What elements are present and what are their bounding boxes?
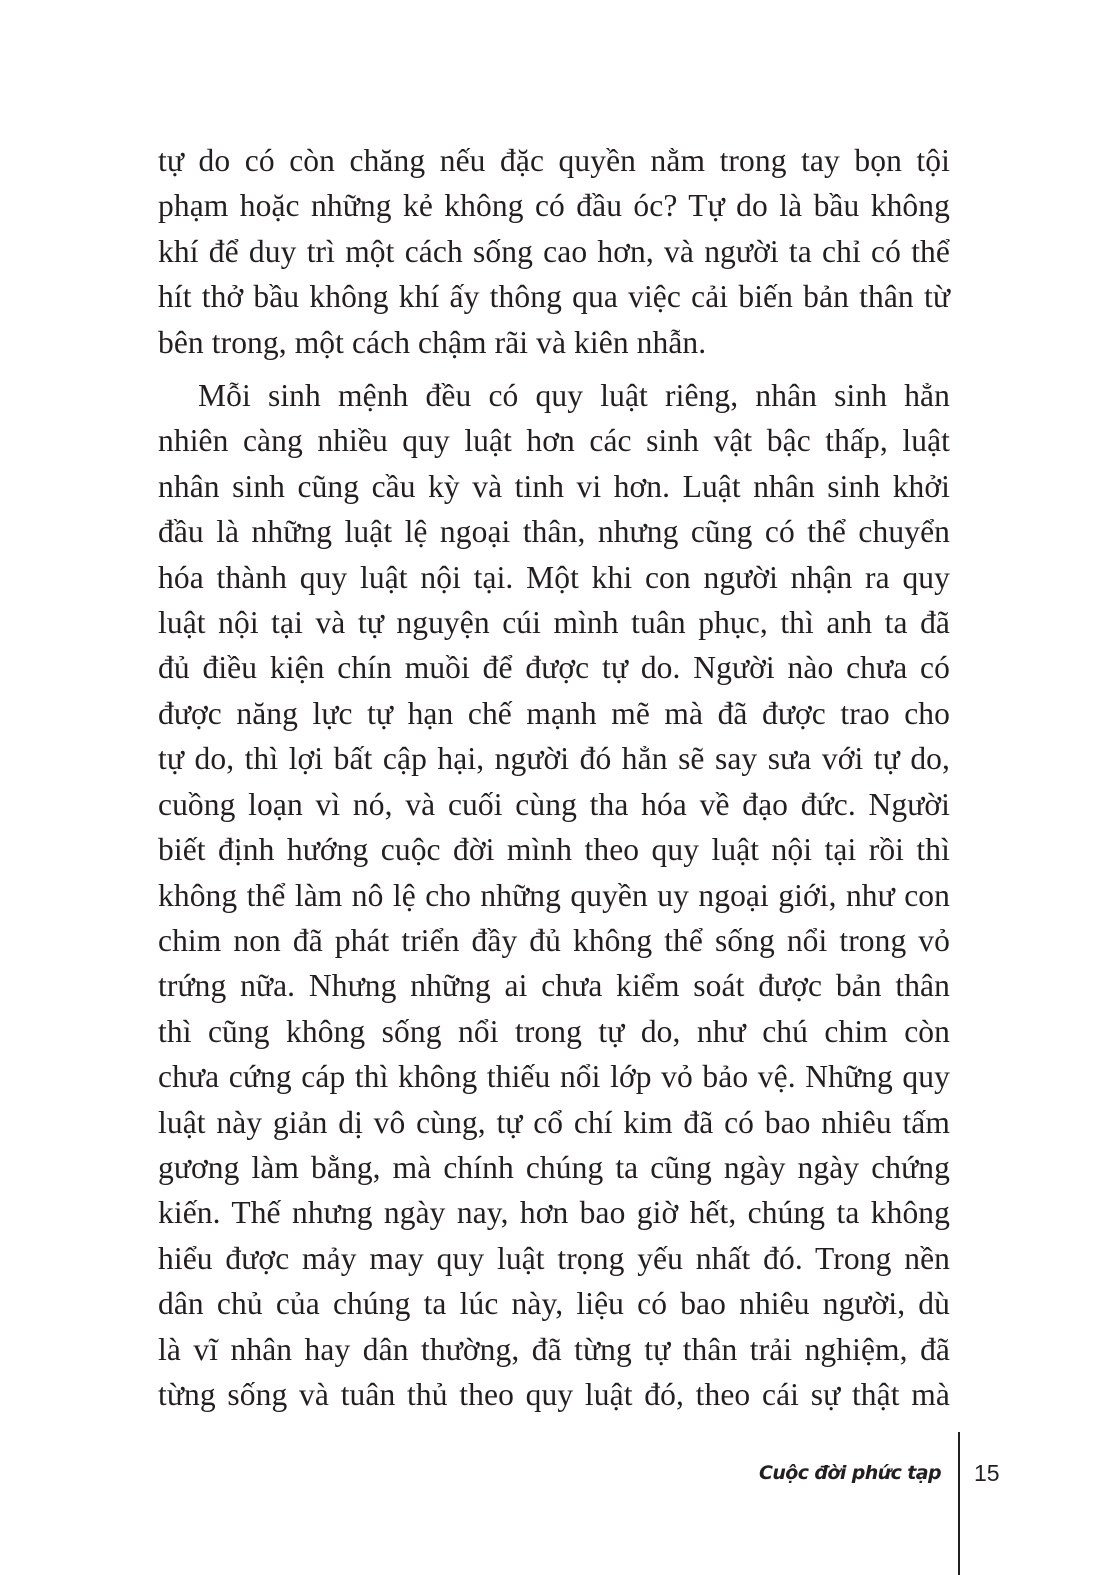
text-line: nhiên càng nhiều quy luật hơn các sinh vật bậc thấp, luật [158, 423, 950, 459]
paragraph-2 [158, 373, 950, 1417]
paragraph-1 [158, 138, 950, 365]
text-line: chim non đã phát triển đầy đủ không thể sống nổi trong vỏ [158, 922, 950, 958]
text-line: khí để duy trì một cách sống cao hơn, và người ta chỉ có thể [158, 233, 950, 269]
text-line: đầu là những luật lệ ngoại thân, nhưng cũng có thể chuyển [158, 514, 950, 550]
text-line: bên trong, một cách chậm rãi và kiên nhẫn. [158, 324, 707, 360]
text-line: hiểu được mảy may quy luật trọng yếu nhất đó. Trong nền [158, 1240, 950, 1276]
text-line: nhân sinh cũng cầu kỳ và tinh vi hơn. Luật nhân sinh khởi [158, 468, 950, 504]
text-line: chưa cứng cáp thì không thiếu nổi lớp vỏ bảo vệ. Những quy [158, 1059, 950, 1095]
text-line: luật này giản dị vô cùng, tự cổ chí kim đã có bao nhiêu tấm [158, 1104, 950, 1140]
text-line: hít thở bầu không khí ấy thông qua việc cải biến bản thân từ [158, 279, 950, 315]
text-line: đủ điều kiện chín muồi để được tự do. Người nào chưa có [158, 650, 950, 686]
text-line: biết định hướng cuộc đời mình theo quy luật nội tại rồi thì [158, 832, 950, 868]
text-line: luật nội tại và tự nguyện cúi mình tuân phục, thì anh ta đã [158, 605, 950, 641]
footer-divider [958, 1432, 960, 1575]
text-line: dân chủ của chúng ta lúc này, liệu có bao nhiêu người, dù [158, 1286, 950, 1322]
text-line: tự do có còn chăng nếu đặc quyền nằm trong tay bọn tội [158, 143, 950, 178]
text-line: kiến. Thế nhưng ngày nay, hơn bao giờ hết, chúng ta không [158, 1195, 950, 1231]
text-line: thì cũng không sống nổi trong tự do, như chú chim còn [158, 1013, 950, 1049]
text-line: được năng lực tự hạn chế mạnh mẽ mà đã được trao cho [158, 695, 950, 731]
running-title: Cuộc đời phức tạp [758, 1462, 941, 1484]
body-text [158, 138, 950, 1417]
text-line: không thể làm nô lệ cho những quyền uy ngoại giới, như con [158, 877, 950, 913]
text-line: từng sống và tuân thủ theo quy luật đó, theo cái sự thật mà [158, 1376, 950, 1412]
text-line: phạm hoặc những kẻ không có đầu óc? Tự do là bầu không [158, 188, 950, 224]
text-line: cuồng loạn vì nó, và cuối cùng tha hóa về đạo đức. Người [158, 786, 950, 822]
text-line: gương làm bằng, mà chính chúng ta cũng ngày ngày chứng [158, 1149, 950, 1185]
text-line: hóa thành quy luật nội tại. Một khi con người nhận ra quy [158, 559, 950, 595]
text-line: trứng nữa. Nhưng những ai chưa kiểm soát được bản thân [158, 968, 950, 1004]
page-number: 15 [974, 1460, 1000, 1486]
text-line: là vĩ nhân hay dân thường, đã từng tự thân trải nghiệm, đã [158, 1331, 950, 1367]
text-line: tự do, thì lợi bất cập hại, người đó hẳn sẽ say sưa với tự do, [158, 741, 950, 777]
text-line: Mỗi sinh mệnh đều có quy luật riêng, nhân sinh hẳn [198, 378, 950, 414]
